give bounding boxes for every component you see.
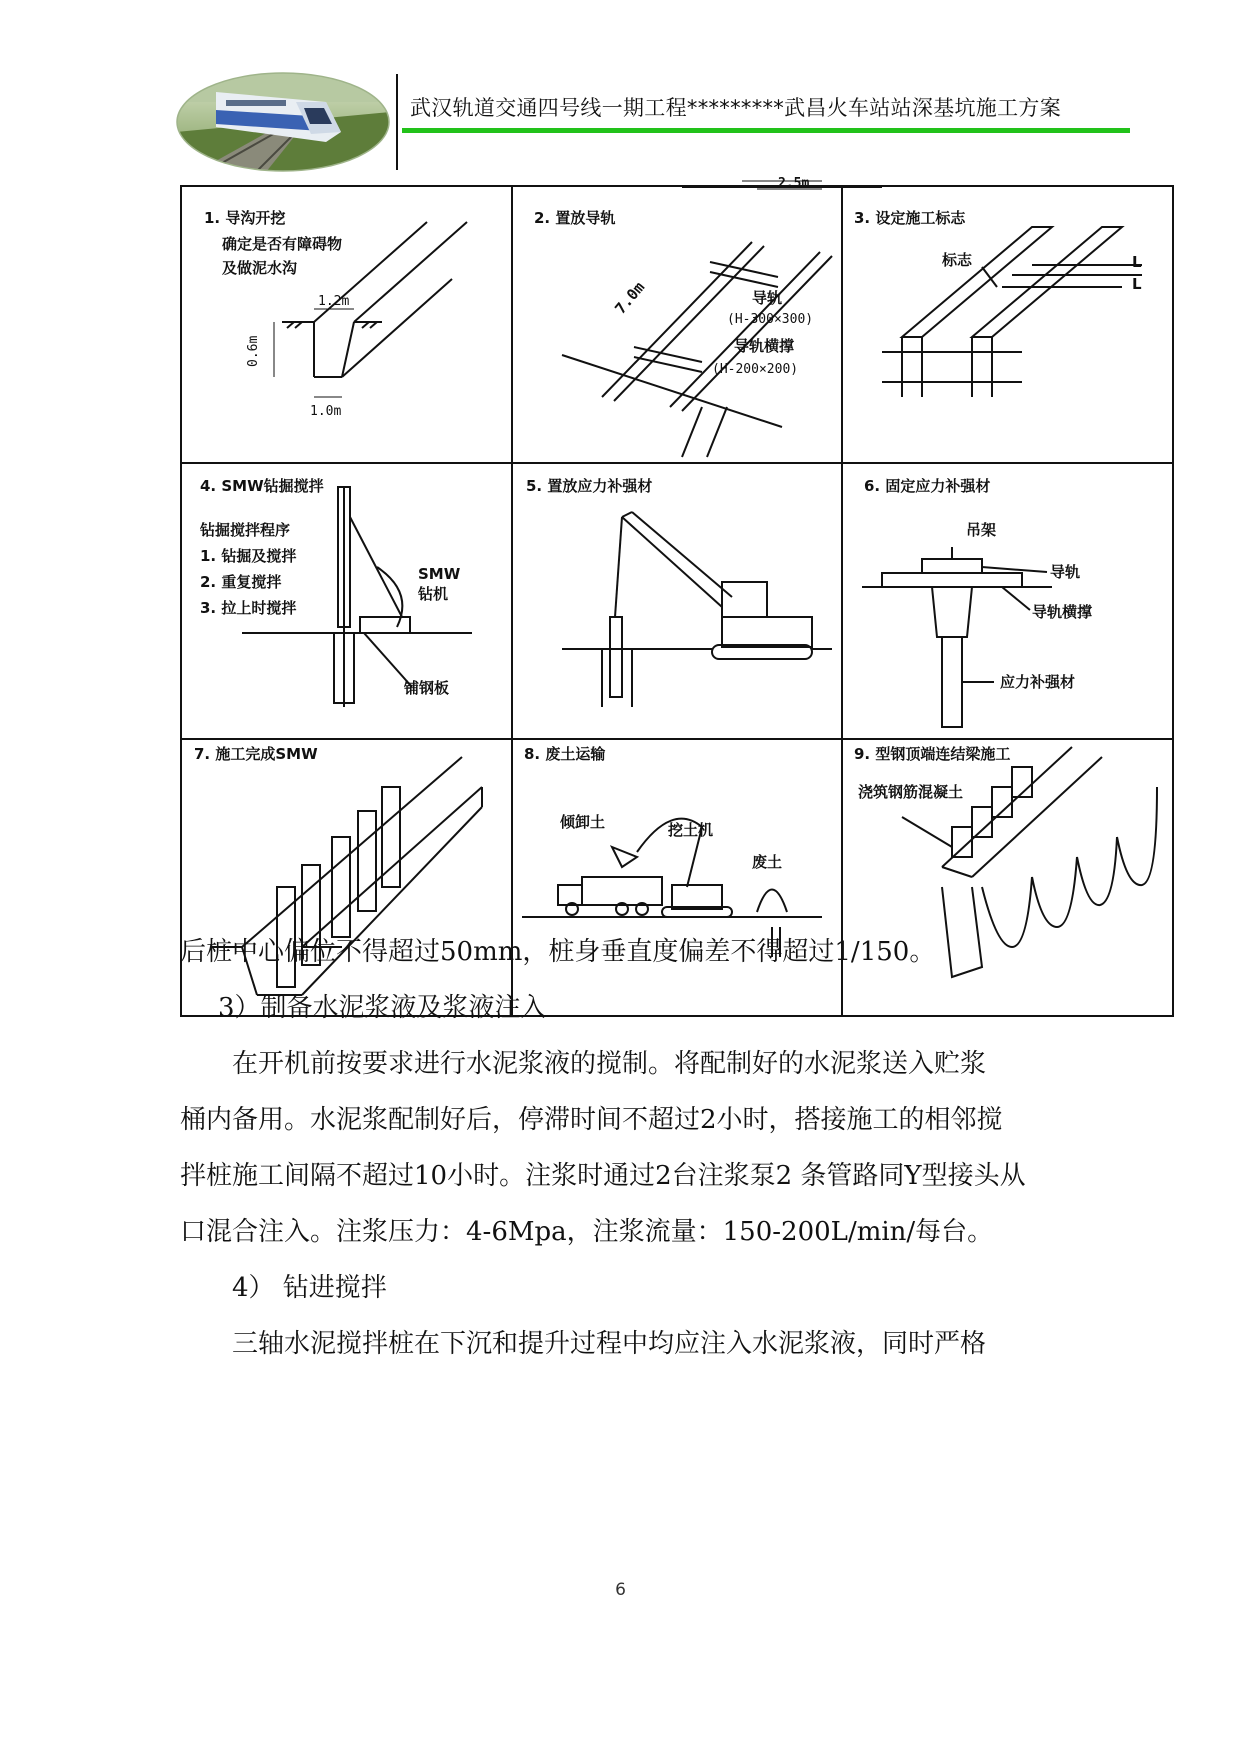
panel-6-hanger-label: 吊架 bbox=[966, 521, 997, 539]
paragraph-grout-pressure: 口混合注入。注浆压力：4-6Mpa，注浆流量：150-200L/min/每台。 bbox=[180, 1217, 994, 1247]
panel-3-dim-l-2: L bbox=[1132, 275, 1142, 293]
panel-1-dim-width-top: 1.2m bbox=[318, 294, 350, 309]
panel-8-dump-label: 倾卸土 bbox=[560, 813, 606, 831]
panel-1-note-2: 及做泥水沟 bbox=[222, 259, 298, 277]
panel-6-crossbrace-label: 导轨横撑 bbox=[1032, 603, 1093, 621]
panel-4-step-2: 2. 重复搅拌 bbox=[200, 573, 282, 591]
paragraph-drilling-mixing: 三轴水泥搅拌桩在下沉和提升过程中均应注入水泥浆液，同时严格 bbox=[232, 1329, 987, 1359]
panel-9-caption: 9. 型钢顶端连结梁施工 bbox=[854, 745, 1011, 763]
document-title: 武汉轨道交通四号线一期工程*********武昌火车站站深基坑施工方案 bbox=[410, 96, 1061, 120]
panel-8-excavator-label: 挖土机 bbox=[668, 821, 714, 839]
panel-1-note-1: 确定是否有障碍物 bbox=[222, 235, 343, 253]
panel-8-caption: 8. 废土运输 bbox=[524, 745, 606, 763]
panel-5-caption: 5. 置放应力补强材 bbox=[526, 477, 653, 495]
panel-6-rail-label: 导轨 bbox=[1050, 563, 1081, 581]
page-header bbox=[170, 70, 1130, 170]
panel-1-dim-width-bottom: 1.0m bbox=[310, 404, 342, 419]
smw-construction-figure bbox=[180, 176, 1174, 1017]
panel-4-smw-label: SMW bbox=[418, 565, 461, 583]
panel-6-reinforcement-label: 应力补强材 bbox=[1000, 673, 1076, 691]
panel-4-caption: 4. SMW钻掘搅拌 bbox=[200, 477, 324, 495]
panel-7-caption: 7. 施工完成SMW bbox=[194, 745, 318, 763]
panel-3-construction-marks bbox=[854, 209, 1142, 397]
panel-4-steel-plate-label: 铺钢板 bbox=[404, 679, 450, 697]
panel-2-guide-rail bbox=[534, 176, 882, 457]
panel-2-dim-width: 2.5m bbox=[778, 176, 810, 191]
page-number: 6 bbox=[615, 1580, 626, 1600]
panel-2-crossbrace-label: 导轨横撑 bbox=[734, 337, 795, 355]
panel-2-guide-rail-label: 导轨 bbox=[752, 289, 783, 307]
panel-6-caption: 6. 固定应力补强材 bbox=[864, 477, 991, 495]
panel-3-caption: 3. 设定施工标志 bbox=[854, 209, 966, 227]
panel-3-mark-label: 标志 bbox=[942, 251, 973, 269]
section-heading-4: 4） 钻进搅拌 bbox=[232, 1273, 387, 1303]
panel-1-trench-excavation bbox=[204, 209, 467, 419]
panel-2-crossbrace-spec: (H-200×200) bbox=[712, 362, 799, 377]
section-heading-3: 3）制备水泥浆液及浆液注入 bbox=[218, 993, 547, 1023]
train-logo bbox=[176, 72, 390, 172]
panel-4-drill-label: 钻机 bbox=[418, 585, 449, 603]
paragraph-grout-mixing-cont-1: 桶内备用。水泥浆配制好后，停滞时间不超过2小时，搭接施工的相邻搅 bbox=[180, 1105, 1003, 1135]
panel-6-fix-reinforcement bbox=[862, 477, 1093, 727]
panel-2-dim-length: 7.0m bbox=[611, 278, 649, 318]
panel-8-waste-soil-label: 废土 bbox=[752, 853, 783, 871]
header-divider bbox=[396, 74, 398, 170]
panel-3-dim-l-1: L bbox=[1132, 253, 1142, 271]
paragraph-grout-mixing-cont-2: 拌桩施工间隔不超过10小时。注浆时通过2台注浆泵2 条管路同Y型接头从 bbox=[180, 1161, 1026, 1191]
panel-4-step-3: 3. 拉上时搅拌 bbox=[200, 599, 297, 617]
panel-8-soil-transport bbox=[522, 745, 822, 957]
panel-2-guide-rail-spec: (H-300×300) bbox=[727, 312, 814, 327]
panel-9-concrete-label: 浇筑钢筋混凝土 bbox=[858, 783, 964, 801]
panel-4-smw-drilling bbox=[199, 477, 472, 707]
header-accent-bar bbox=[402, 128, 1130, 133]
panel-2-caption: 2. 置放导轨 bbox=[534, 209, 616, 227]
panel-4-step-1: 1. 钻掘及搅拌 bbox=[200, 547, 297, 565]
panel-1-dim-depth: 0.6m bbox=[246, 335, 261, 367]
panel-5-place-reinforcement bbox=[526, 477, 832, 707]
panel-4-procedure-title: 钻掘搅拌程序 bbox=[200, 521, 291, 539]
paragraph-grout-mixing: 在开机前按要求进行水泥浆液的搅制。将配制好的水泥浆送入贮浆 bbox=[232, 1049, 987, 1079]
panel-1-caption: 1. 导沟开挖 bbox=[204, 209, 286, 227]
paragraph-pile-deviation: 后桩中心偏位不得超过50mm，桩身垂直度偏差不得超过1/150。 bbox=[180, 937, 936, 967]
